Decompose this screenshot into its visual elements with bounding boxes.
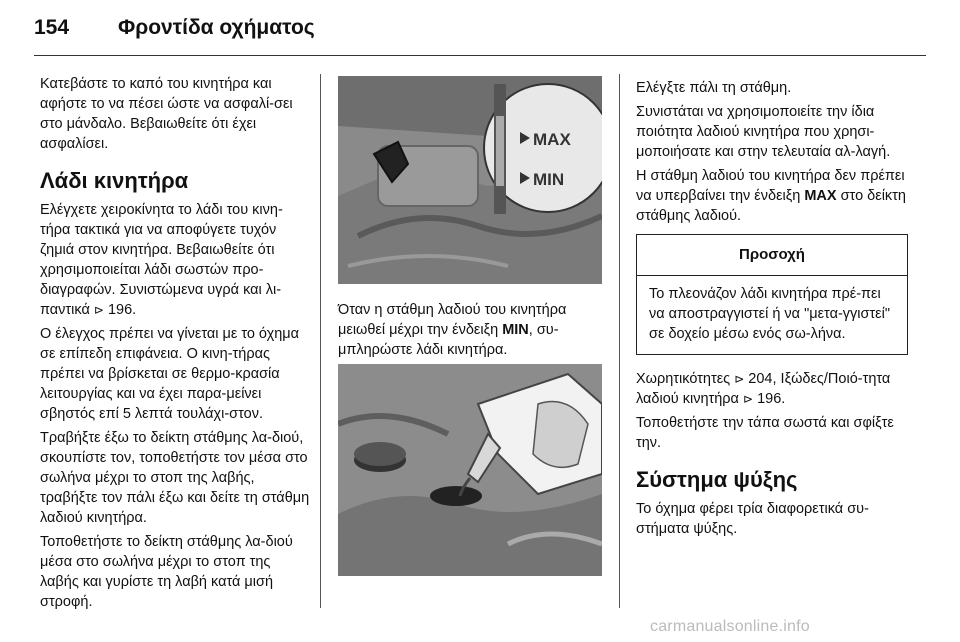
intro-paragraph: Κατεβάστε το καπό του κινητήρα και αφήστε το να πέσει ώστε να ασφαλί-σει στο μάνδαλο. Βεβαιωθείτε ότι έχει ασφαλίσει.	[40, 76, 293, 152]
paragraph-check-oil	[40, 200, 312, 320]
page-title: Φροντίδα οχήματος	[118, 16, 315, 39]
reference-arrow-icon: ⊳	[93, 303, 104, 317]
reference-link-196[interactable]: 196.	[757, 391, 786, 407]
paragraph-recheck: Ελέγξτε πάλι τη στάθμη.	[636, 80, 792, 96]
dipstick-label-max: MAX	[533, 130, 571, 149]
oil-filling-illustration	[338, 364, 602, 576]
page-number: 154	[34, 16, 70, 39]
paragraph-max-level	[636, 166, 908, 226]
paragraph-max-level-text-b: στο δείκτη στάθμης λαδιού.	[636, 188, 906, 224]
dipstick-illustration	[338, 76, 602, 284]
figure-caption	[338, 300, 610, 364]
column-1	[40, 74, 312, 616]
caption-min-label: MIN	[502, 322, 529, 338]
caution-box	[636, 234, 908, 355]
section-heading-engine-oil: Λάδι κινητήρα	[40, 168, 189, 193]
column-3	[636, 78, 908, 543]
reference-arrow-icon: ⊳	[742, 392, 754, 406]
paragraph-cooling: Το όχημα φέρει τρία διαφορετικά συ-στήματα ψύξης.	[636, 501, 869, 537]
reference-link-204[interactable]: 204	[748, 371, 773, 387]
reference-arrow-icon: ⊳	[734, 372, 745, 386]
watermark: carmanualsonline.info	[650, 618, 810, 635]
caption-text-a: Όταν η στάθμη λαδιού του κινητήρα μειωθεί μέχρι την ένδειξη	[338, 302, 567, 338]
caution-title: Προσοχή	[637, 235, 907, 276]
paragraph-same-quality: Συνιστάται να χρησιμοποιείτε την ίδια ποιότητα λαδιού κινητήρα που χρησι-μοποιήσατε και στην τελευταία αλ-λαγή.	[636, 104, 891, 160]
capacities-text-a: Χωρητικότητες	[636, 371, 735, 387]
capacities-text-b: , Ιξώδες/Ποιό-τητα λαδιού κινητήρα	[636, 371, 891, 407]
paragraph-insert-dipstick: Τοποθετήστε το δείκτη στάθμης λα-διού μέσα στο σωλήνα μέχρι το στοπ της λαβής και γυρίστε τη λαβή κατά μισή στροφή.	[40, 534, 293, 610]
paragraph-pull-dipstick: Τραβήξτε έξω το δείκτη στάθμης λα-διού, σκουπίστε τον, τοποθετήστε τον μέσα στο σωλήνα μέχρι το στοπ της λαβής, τραβήξτε τον πάλι έξω και δείτε τη στάθμη λαδιού κινητήρα.	[40, 430, 310, 526]
column-divider-2	[619, 74, 620, 608]
dipstick-label-min: MIN	[533, 170, 565, 189]
caution-text: Το πλεονάζον λάδι κινητήρα πρέ-πει να αποστραγγιστεί ή να "μετα-γγιστεί" σε δοχείο μέσω ενός σω-λήνα.	[649, 286, 891, 342]
paragraph-cap: Τοποθετήστε την τάπα σωστά και σφίξτε την.	[636, 415, 894, 451]
paragraph-check-oil-text: Ελέγχετε χειροκίνητα το λάδι του κινη-τήρα τακτικά για να αποφύγετε τυχόν ζημιά στον κινητήρα. Βεβαιωθείτε ότι χρησιμοποιείται λάδι σωστών προ-διαγραφών. Συνιστώμενα υγρά και λι-παντικά	[40, 202, 283, 318]
paragraph-capacities	[636, 369, 908, 409]
paragraph-level-surface: Ο έλεγχος πρέπει να γίνεται με το όχημα σε επίπεδη επιφάνεια. Ο κινη-τήρας πρέπει να βρίσκεται σε θερμο-κρασία λειτουργίας και να έχει παρα-μείνει σβηστός επί 5 λεπτά τουλάχι-στον.	[40, 326, 300, 422]
section-heading-cooling-system: Σύστημα ψύξης	[636, 467, 798, 492]
column-divider-1	[320, 74, 321, 608]
caption-text-b: , συ-μπληρώστε λάδι κινητήρα.	[338, 322, 559, 358]
header-rule	[34, 55, 926, 56]
reference-link-196[interactable]: 196.	[107, 302, 137, 318]
max-label: MAX	[804, 188, 837, 204]
paragraph-max-level-text-a: Η στάθμη λαδιού του κινητήρα δεν πρέπει να υπερβαίνει την ένδειξη	[636, 168, 905, 204]
caption-paragraph	[338, 300, 610, 360]
